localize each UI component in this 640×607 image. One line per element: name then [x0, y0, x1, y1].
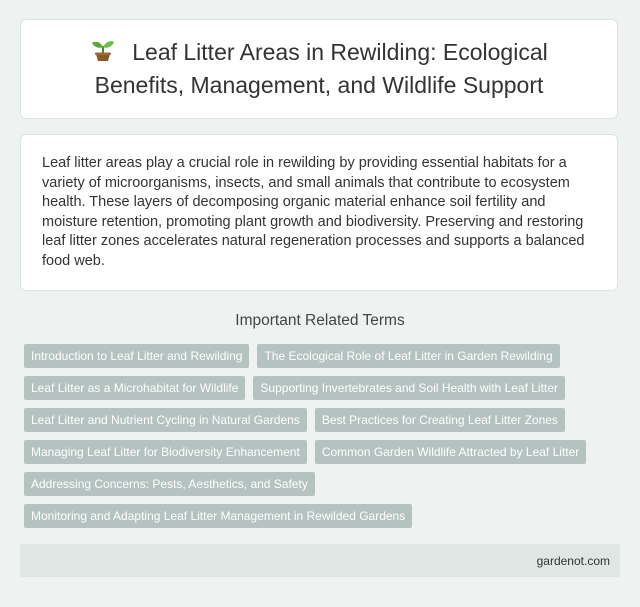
intro-card	[20, 134, 618, 291]
footer-site-link[interactable]: gardenot.com	[536, 553, 610, 568]
related-term-tag[interactable]: Leaf Litter as a Microhabitat for Wildlife	[24, 376, 245, 400]
footer-bar	[20, 544, 620, 577]
related-term-tag[interactable]: Leaf Litter and Nutrient Cycling in Natural Gardens	[24, 408, 307, 432]
sprout-icon	[90, 38, 116, 62]
related-term-tag[interactable]: Best Practices for Creating Leaf Litter Zones	[315, 408, 565, 432]
related-term-tag[interactable]: Managing Leaf Litter for Biodiversity Enhancement	[24, 440, 307, 464]
related-terms-list	[24, 344, 620, 528]
related-term-tag[interactable]: Introduction to Leaf Litter and Rewilding	[24, 344, 249, 368]
page-title	[21, 36, 617, 102]
title-card	[20, 19, 618, 119]
related-term-tag[interactable]: The Ecological Role of Leaf Litter in Garden Rewilding	[257, 344, 559, 368]
related-term-tag[interactable]: Addressing Concerns: Pests, Aesthetics, and Safety	[24, 472, 315, 496]
intro-text: Leaf litter areas play a crucial role in rewilding by providing essential habitats for a variety of microorganisms, insects, and small animals that contribute to ecosystem health. These layers of decomposing organic material enhance soil fertility and moisture retention, promoting plant growth and biodiversity. Preserving and restoring leaf litter zones accelerates natural regeneration processes and supports a balanced food web.	[42, 155, 585, 269]
related-term-tag[interactable]: Supporting Invertebrates and Soil Health with Leaf Litter	[253, 376, 565, 400]
page-title-text: Leaf Litter Areas in Rewilding: Ecological Benefits, Management, and Wildlife Support	[94, 39, 548, 98]
related-term-tag[interactable]: Common Garden Wildlife Attracted by Leaf Litter	[315, 440, 586, 464]
related-terms-heading: Important Related Terms	[235, 312, 405, 329]
related-term-tag[interactable]: Monitoring and Adapting Leaf Litter Management in Rewilded Gardens	[24, 504, 412, 528]
